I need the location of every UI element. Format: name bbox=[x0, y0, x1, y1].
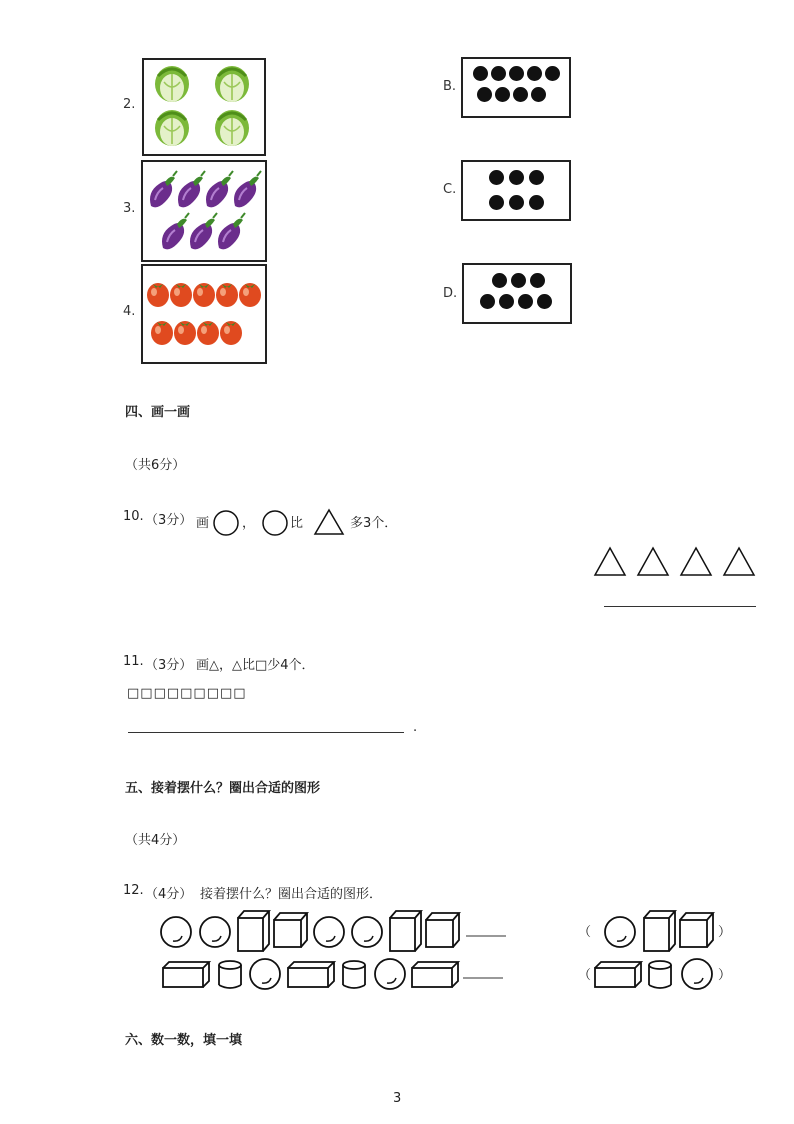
item-label-3: 3. bbox=[123, 201, 136, 216]
cube-icon bbox=[680, 913, 713, 947]
q11-line bbox=[123, 654, 443, 674]
cuboid-flat-icon bbox=[595, 962, 641, 987]
option-label-d: D. bbox=[443, 286, 458, 301]
eggplant-icon bbox=[206, 171, 233, 207]
item-label-2: 2. bbox=[123, 97, 136, 112]
triangle-icon bbox=[638, 548, 668, 575]
section-5-score: （共4分） bbox=[125, 833, 186, 848]
eggplant-icon bbox=[162, 213, 189, 249]
choices-row-2[interactable] bbox=[592, 956, 720, 994]
triangle-icon bbox=[313, 508, 345, 536]
section-4-score: （共6分） bbox=[125, 458, 186, 473]
q11-number: 11. bbox=[123, 654, 144, 669]
dot-box-d bbox=[462, 263, 572, 324]
cabbage-icon bbox=[155, 66, 189, 102]
cuboid-flat-icon bbox=[412, 962, 458, 987]
dot-box-b bbox=[461, 57, 571, 118]
paren-close-2: ） bbox=[718, 968, 732, 983]
q11-text: 画△，△比□少4个． bbox=[196, 658, 315, 673]
paren-open-2: （ bbox=[578, 968, 592, 983]
eggplant-icon bbox=[178, 171, 205, 207]
triangle-icon bbox=[724, 548, 754, 575]
cylinder-icon bbox=[649, 961, 671, 988]
q12-number: 12. bbox=[123, 883, 144, 898]
cabbage-box bbox=[142, 58, 266, 156]
triangle-icon bbox=[595, 548, 625, 575]
cabbage-icon bbox=[155, 110, 189, 146]
page-number: 3 bbox=[393, 1091, 402, 1106]
eggplant-icon bbox=[218, 213, 245, 249]
q10-comma: ， bbox=[242, 516, 256, 531]
q10-answer-line[interactable] bbox=[604, 606, 756, 607]
cylinder-icon bbox=[343, 961, 365, 988]
q10-more-text: 多3个． bbox=[350, 516, 398, 531]
tomato-icon bbox=[174, 321, 196, 345]
eggplant-box bbox=[141, 160, 267, 262]
eggplant-icon bbox=[190, 213, 217, 249]
section-5-title: 五、接着摆什么？圈出合适的图形 bbox=[125, 781, 321, 796]
tomato-icon bbox=[220, 321, 242, 345]
pattern-row-1 bbox=[158, 908, 508, 954]
sphere-icon bbox=[352, 917, 382, 947]
q10-draw-text: 画 bbox=[196, 516, 210, 531]
option-label-c: C. bbox=[443, 182, 457, 197]
q12-score: （4分） bbox=[145, 887, 193, 902]
paren-open-1: （ bbox=[578, 925, 592, 940]
tomato-icon bbox=[147, 283, 169, 307]
item-label-4: 4. bbox=[123, 304, 136, 319]
cabbage-icon bbox=[215, 66, 249, 102]
tomato-box bbox=[141, 264, 267, 364]
cube-icon bbox=[274, 913, 307, 947]
sphere-icon bbox=[605, 917, 635, 947]
choices-row-1[interactable] bbox=[602, 908, 720, 954]
q10-bi-text: 比 bbox=[290, 516, 304, 531]
tomato-icon bbox=[170, 283, 192, 307]
cuboid-tall-icon bbox=[644, 911, 675, 951]
tomato-icon bbox=[151, 321, 173, 345]
eggplant-group bbox=[143, 162, 265, 260]
sphere-icon bbox=[375, 959, 405, 989]
sphere-icon bbox=[314, 917, 344, 947]
tomato-group bbox=[143, 266, 265, 362]
circle-icon bbox=[261, 509, 289, 537]
sphere-icon bbox=[200, 917, 230, 947]
eggplant-icon bbox=[150, 171, 177, 207]
sphere-icon bbox=[161, 917, 191, 947]
q12-text: 接着摆什么？圈出合适的图形． bbox=[200, 887, 383, 902]
triangles-row bbox=[592, 545, 760, 579]
dot-box-c bbox=[461, 160, 571, 221]
cuboid-flat-icon bbox=[163, 962, 209, 987]
cuboid-flat-icon bbox=[288, 962, 334, 987]
tomato-icon bbox=[216, 283, 238, 307]
sphere-icon bbox=[250, 959, 280, 989]
section-6-title: 六、数一数，填一填 bbox=[125, 1033, 243, 1048]
q11-answer-line[interactable] bbox=[128, 732, 404, 733]
q10-score: （3分） bbox=[145, 513, 193, 528]
tomato-icon bbox=[239, 283, 261, 307]
cuboid-tall-icon bbox=[390, 911, 421, 951]
cylinder-icon bbox=[219, 961, 241, 988]
cube-icon bbox=[426, 913, 459, 947]
q12-line bbox=[123, 883, 443, 903]
q10-number: 10. bbox=[123, 509, 144, 524]
eggplant-icon bbox=[234, 171, 261, 207]
triangle-icon bbox=[681, 548, 711, 575]
q11-score: （3分） bbox=[145, 658, 193, 673]
pattern-row-2 bbox=[160, 956, 510, 994]
cabbage-group bbox=[144, 60, 264, 154]
paren-close-1: ） bbox=[718, 925, 732, 940]
cuboid-tall-icon bbox=[238, 911, 269, 951]
option-label-b: B. bbox=[443, 79, 457, 94]
cabbage-icon bbox=[215, 110, 249, 146]
tomato-icon bbox=[197, 321, 219, 345]
tomato-icon bbox=[193, 283, 215, 307]
q10-line bbox=[123, 508, 443, 538]
q11-squares: □□□□□□□□□ bbox=[127, 686, 247, 701]
q11-period: . bbox=[413, 720, 418, 735]
section-4-title: 四、画一画 bbox=[125, 405, 191, 420]
sphere-icon bbox=[682, 959, 712, 989]
circle-icon bbox=[212, 509, 240, 537]
